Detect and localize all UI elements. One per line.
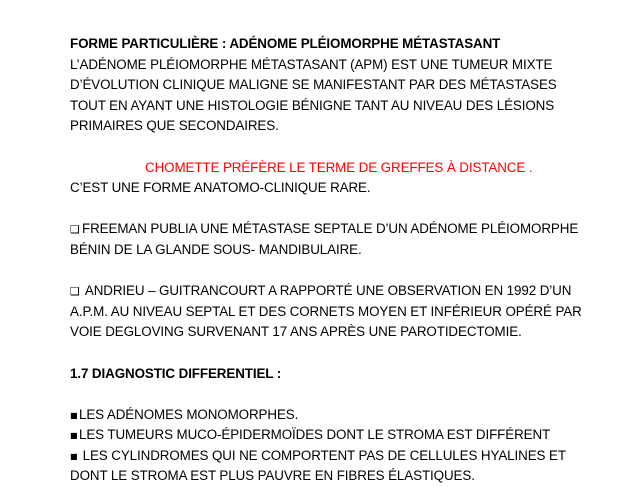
highlight-text: CHOMETTE PRÉFÈRE LE TERME DE GREFFES À DISTANCE . (145, 159, 533, 175)
filled-square-bullet-icon: ■ (70, 410, 78, 420)
bullet-text: ANDRIEU – GUITRANCOURT A RAPPORTÉ UNE OBSERVATION EN 1992 D’UN (82, 283, 572, 299)
paragraph-line: C’EST UNE FORME ANATOMO-CLINIQUE RARE. (70, 180, 371, 196)
slide-text-body (70, 34, 630, 487)
page-title: FORME PARTICULIÈRE : ADÉNOME PLÉIOMORPHE MÉTASTASANT (70, 36, 501, 51)
paragraph-line: L’ADÉNOME PLÉIOMORPHE MÉTASTASANT (APM) EST UNE TUMEUR MIXTE (70, 56, 553, 72)
bullet-item (70, 219, 630, 240)
paragraph-line: VOIE DEGLOVING SURVENANT 17 ANS APRÈS UNE PAROTIDECTOMIE. (70, 324, 522, 340)
paragraph-line: PRIMAIRES QUE SECONDAIRES. (70, 118, 279, 134)
blank-line (70, 343, 630, 364)
paragraph-line: A.P.M. AU NIVEAU SEPTAL ET DES CORNETS MOYEN ET INFÉRIEUR OPÉRÉ PAR (70, 303, 582, 319)
bullet-item (70, 446, 630, 467)
blank-line (70, 199, 630, 220)
blank-line (70, 261, 630, 282)
paragraph-line: DONT LE STROMA EST PLUS PAUVRE EN FIBRES ÉLASTIQUES. (70, 468, 475, 484)
square-bullet-icon: ❑ (70, 223, 80, 237)
filled-square-bullet-icon: ■ (70, 431, 78, 441)
bullet-item (70, 425, 630, 446)
bullet-text: FREEMAN PUBLIA UNE MÉTASTASE SEPTALE D’UN ADÉNOME PLÉIOMORPHE (82, 221, 579, 237)
paragraph-line: TOUT EN AYANT UNE HISTOLOGIE BÉNIGNE TANT AU NIVEAU DES LÉSIONS (70, 97, 555, 113)
filled-square-bullet-icon: ■ (70, 451, 78, 461)
blank-line (70, 384, 630, 405)
bullet-text: LES TUMEURS MUCO-ÉPIDERMOÏDES DONT LE STROMA EST DIFFÉRENT (79, 427, 551, 443)
bullet-item (70, 281, 630, 302)
paragraph-line: BÉNIN DE LA GLANDE SOUS- MANDIBULAIRE. (70, 241, 362, 257)
bullet-text: LES CYLINDROMES QUI NE COMPORTENT PAS DE CELLULES HYALINES ET (79, 447, 566, 463)
bullet-text: LES ADÉNOMES MONOMORPHES. (79, 406, 299, 422)
paragraph-line: D’ÉVOLUTION CLINIQUE MALIGNE SE MANIFESTANT PAR DES MÉTASTASES (70, 77, 557, 93)
square-bullet-icon: ❑ (70, 285, 80, 299)
bullet-item (70, 405, 630, 426)
section-heading: 1.7 DIAGNOSTIC DIFFERENTIEL : (70, 365, 282, 381)
blank-line (70, 137, 630, 158)
